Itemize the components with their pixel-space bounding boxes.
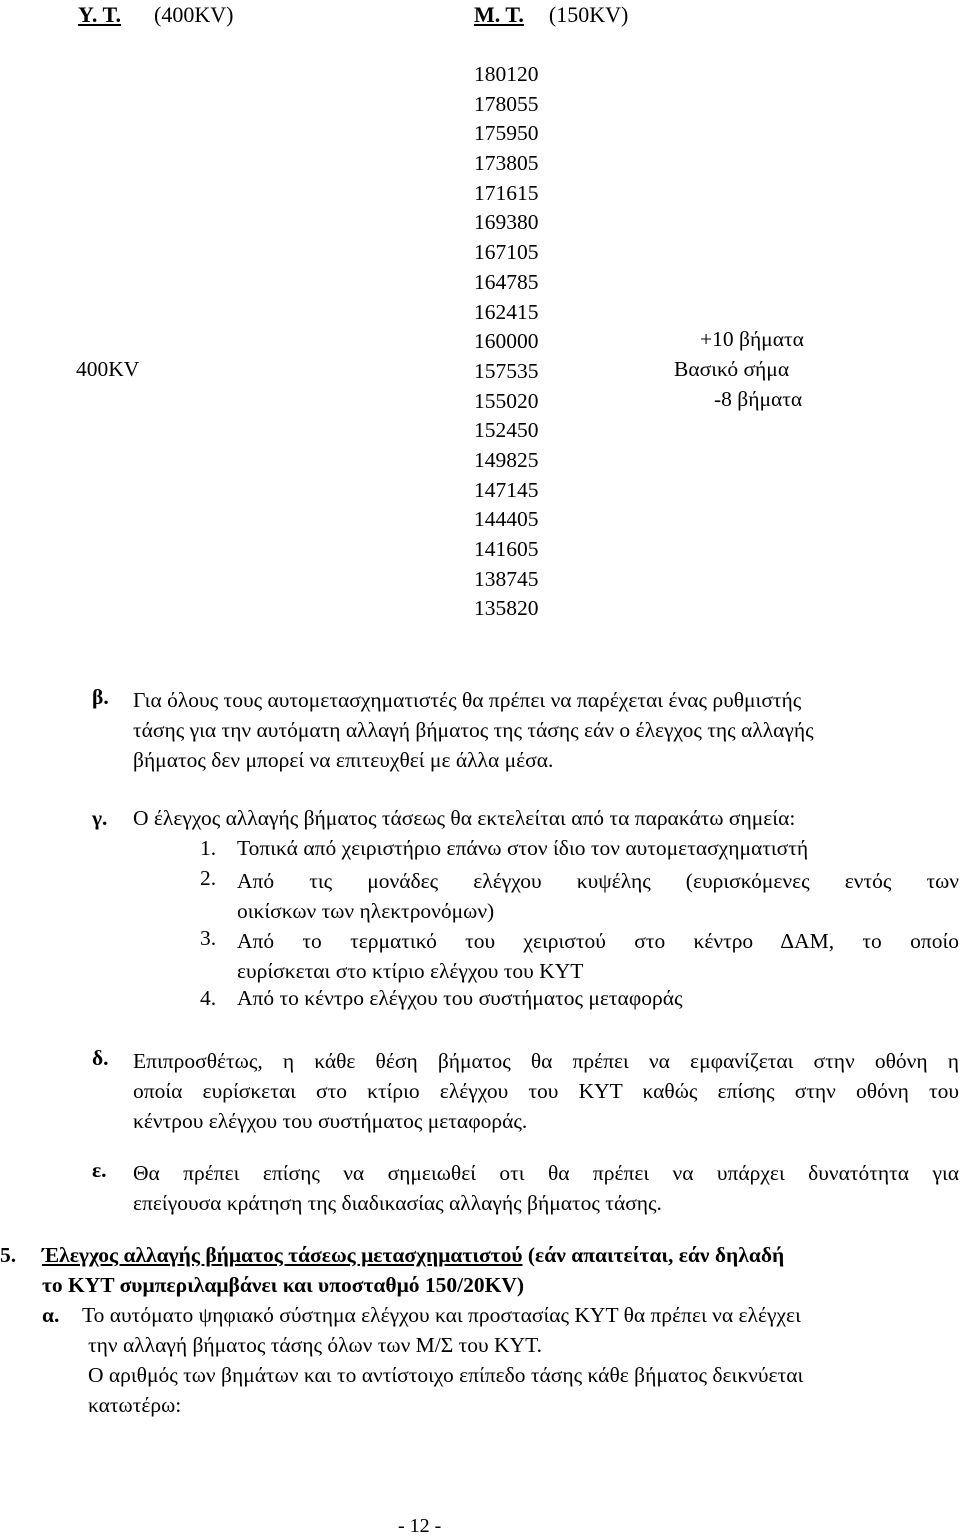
list-item: 169380 (474, 210, 539, 235)
list-item: 138745 (474, 566, 539, 591)
note-base-signal: Βασικό σήμα (674, 357, 790, 381)
gamma-item-3-text (237, 926, 959, 986)
list-item: 141605 (474, 537, 539, 561)
text-line: επείγουσα κράτηση της διαδικασίας αλλαγής βήματος τάσης. (133, 1191, 662, 1215)
gamma-item-2-num: 2. (200, 866, 217, 890)
mt-value: (150KV) (548, 2, 629, 27)
list-item: 149825 (474, 447, 539, 472)
header-row-mt (474, 2, 628, 28)
text-line: βήματος δεν μπορεί να επιτευχθεί με άλλα μέσα. (133, 748, 554, 772)
gamma-item-2-text (237, 866, 959, 926)
mt-label: Μ. Τ. (474, 2, 524, 27)
gamma-item-1-num: 1. (200, 836, 217, 860)
section-beta-text (133, 685, 959, 775)
section-epsilon-text (133, 1158, 959, 1218)
note-minus-steps: -8 βήματα (714, 387, 803, 411)
note-plus-steps: +10 βήματα (700, 327, 804, 351)
list-item: 147145 (474, 477, 539, 502)
section-delta-marker: δ. (92, 1046, 109, 1070)
gamma-item-3-num: 3. (200, 926, 217, 950)
section-5-alpha-line-2: την αλλαγή βήματος τάσης όλων των Μ/Σ του ΚΥΤ. (88, 1333, 543, 1357)
text-line: Από τις μονάδες ελέγχου κυψέλης (ευρισκόμενες εντός των (237, 869, 959, 893)
list-item: 160000 (474, 329, 539, 354)
voltage-level-label: 400KV (76, 357, 140, 381)
list-item: 155020 (474, 388, 539, 413)
gamma-item-4-text: Από το κέντρο ελέγχου του συστήματος μεταφοράς (237, 986, 683, 1010)
list-item: 152450 (474, 418, 539, 443)
ht-value: (400KV) (154, 2, 234, 27)
list-item: 180120 (474, 62, 539, 86)
list-item: 164785 (474, 269, 539, 294)
text-line: οικίσκων των ηλεκτρονόμων) (237, 899, 495, 923)
section-5-title-underlined: Έλεγχος αλλαγής βήματος τάσεως μετασχηματιστού (42, 1243, 523, 1267)
section-delta-text (133, 1046, 959, 1136)
list-item: 162415 (474, 299, 539, 324)
list-item: 173805 (474, 151, 539, 176)
list-item: 135820 (474, 596, 539, 621)
section-gamma-intro: Ο έλεγχος αλλαγής βήματος τάσεως θα εκτελείται από τα παρακάτω σημεία: (133, 806, 796, 830)
section-epsilon-marker: ε. (92, 1158, 107, 1182)
list-item: 167105 (474, 240, 539, 265)
list-item: 157535 (474, 358, 539, 383)
text-line: οποία ευρίσκεται στο κτίριο ελέγχου του ΚΥΤ καθώς επίσης στην οθόνη του (133, 1079, 959, 1103)
section-5-alpha-line-3: Ο αριθμός των βημάτων και το αντίστοιχο επίπεδο τάσης κάθε βήματος δεικνύεται (88, 1363, 804, 1387)
section-5-title (42, 1243, 784, 1268)
text-line: κέντρου ελέγχου του συστήματος μεταφοράς. (133, 1109, 528, 1133)
gamma-item-4-num: 4. (200, 986, 217, 1010)
list-item: 178055 (474, 91, 539, 116)
list-item: 171615 (474, 180, 539, 205)
header-row (78, 2, 233, 28)
section-5-alpha-marker: α. (42, 1303, 60, 1327)
section-5-number: 5. (0, 1243, 17, 1267)
list-item: 175950 (474, 121, 539, 146)
text-line: τάσης για την αυτόματη αλλαγή βήματος της τάσης εάν ο έλεγχος της αλλαγής (133, 718, 814, 742)
section-5-title-rest: (εάν απαιτείται, εάν δηλαδή (527, 1243, 785, 1267)
text-line: Από το τερματικό του χειριστού στο κέντρο ΔΑΜ, το οποίο (237, 929, 959, 953)
text-line: Για όλους τους αυτομετασχηματιστές θα πρέπει να παρέχεται ένας ρυθμιστής (133, 688, 802, 712)
tap-voltage-list (474, 60, 539, 624)
section-5-alpha-line-4: κατωτέρω: (88, 1393, 182, 1417)
section-gamma-marker: γ. (92, 806, 108, 830)
text-line: Θα πρέπει επίσης να σημειωθεί οτι θα πρέπει να υπάρχει δυνατότητα για (133, 1161, 959, 1185)
section-5-title-line2: το ΚΥΤ συμπεριλαμβάνει και υποσταθμό 150/20KV) (42, 1273, 525, 1297)
ht-label: Υ. Τ. (78, 2, 122, 27)
gamma-item-1-text: Τοπικά από χειριστήριο επάνω στον ίδιο τον αυτομετασχηματιστή (237, 836, 809, 860)
list-item: 144405 (474, 507, 539, 532)
section-5-alpha-line-1: Το αυτόματο ψηφιακό σύστημα ελέγχου και προστασίας ΚΥΤ θα πρέπει να ελέγχει (82, 1303, 801, 1327)
text-line: Επιπροσθέτως, η κάθε θέση βήματος θα πρέπει να εμφανίζεται στην οθόνη η (133, 1049, 959, 1073)
section-beta-marker: β. (92, 685, 109, 709)
page-number: - 12 - (398, 1515, 442, 1537)
text-line: ευρίσκεται στο κτίριο ελέγχου του ΚΥΤ (237, 959, 584, 983)
